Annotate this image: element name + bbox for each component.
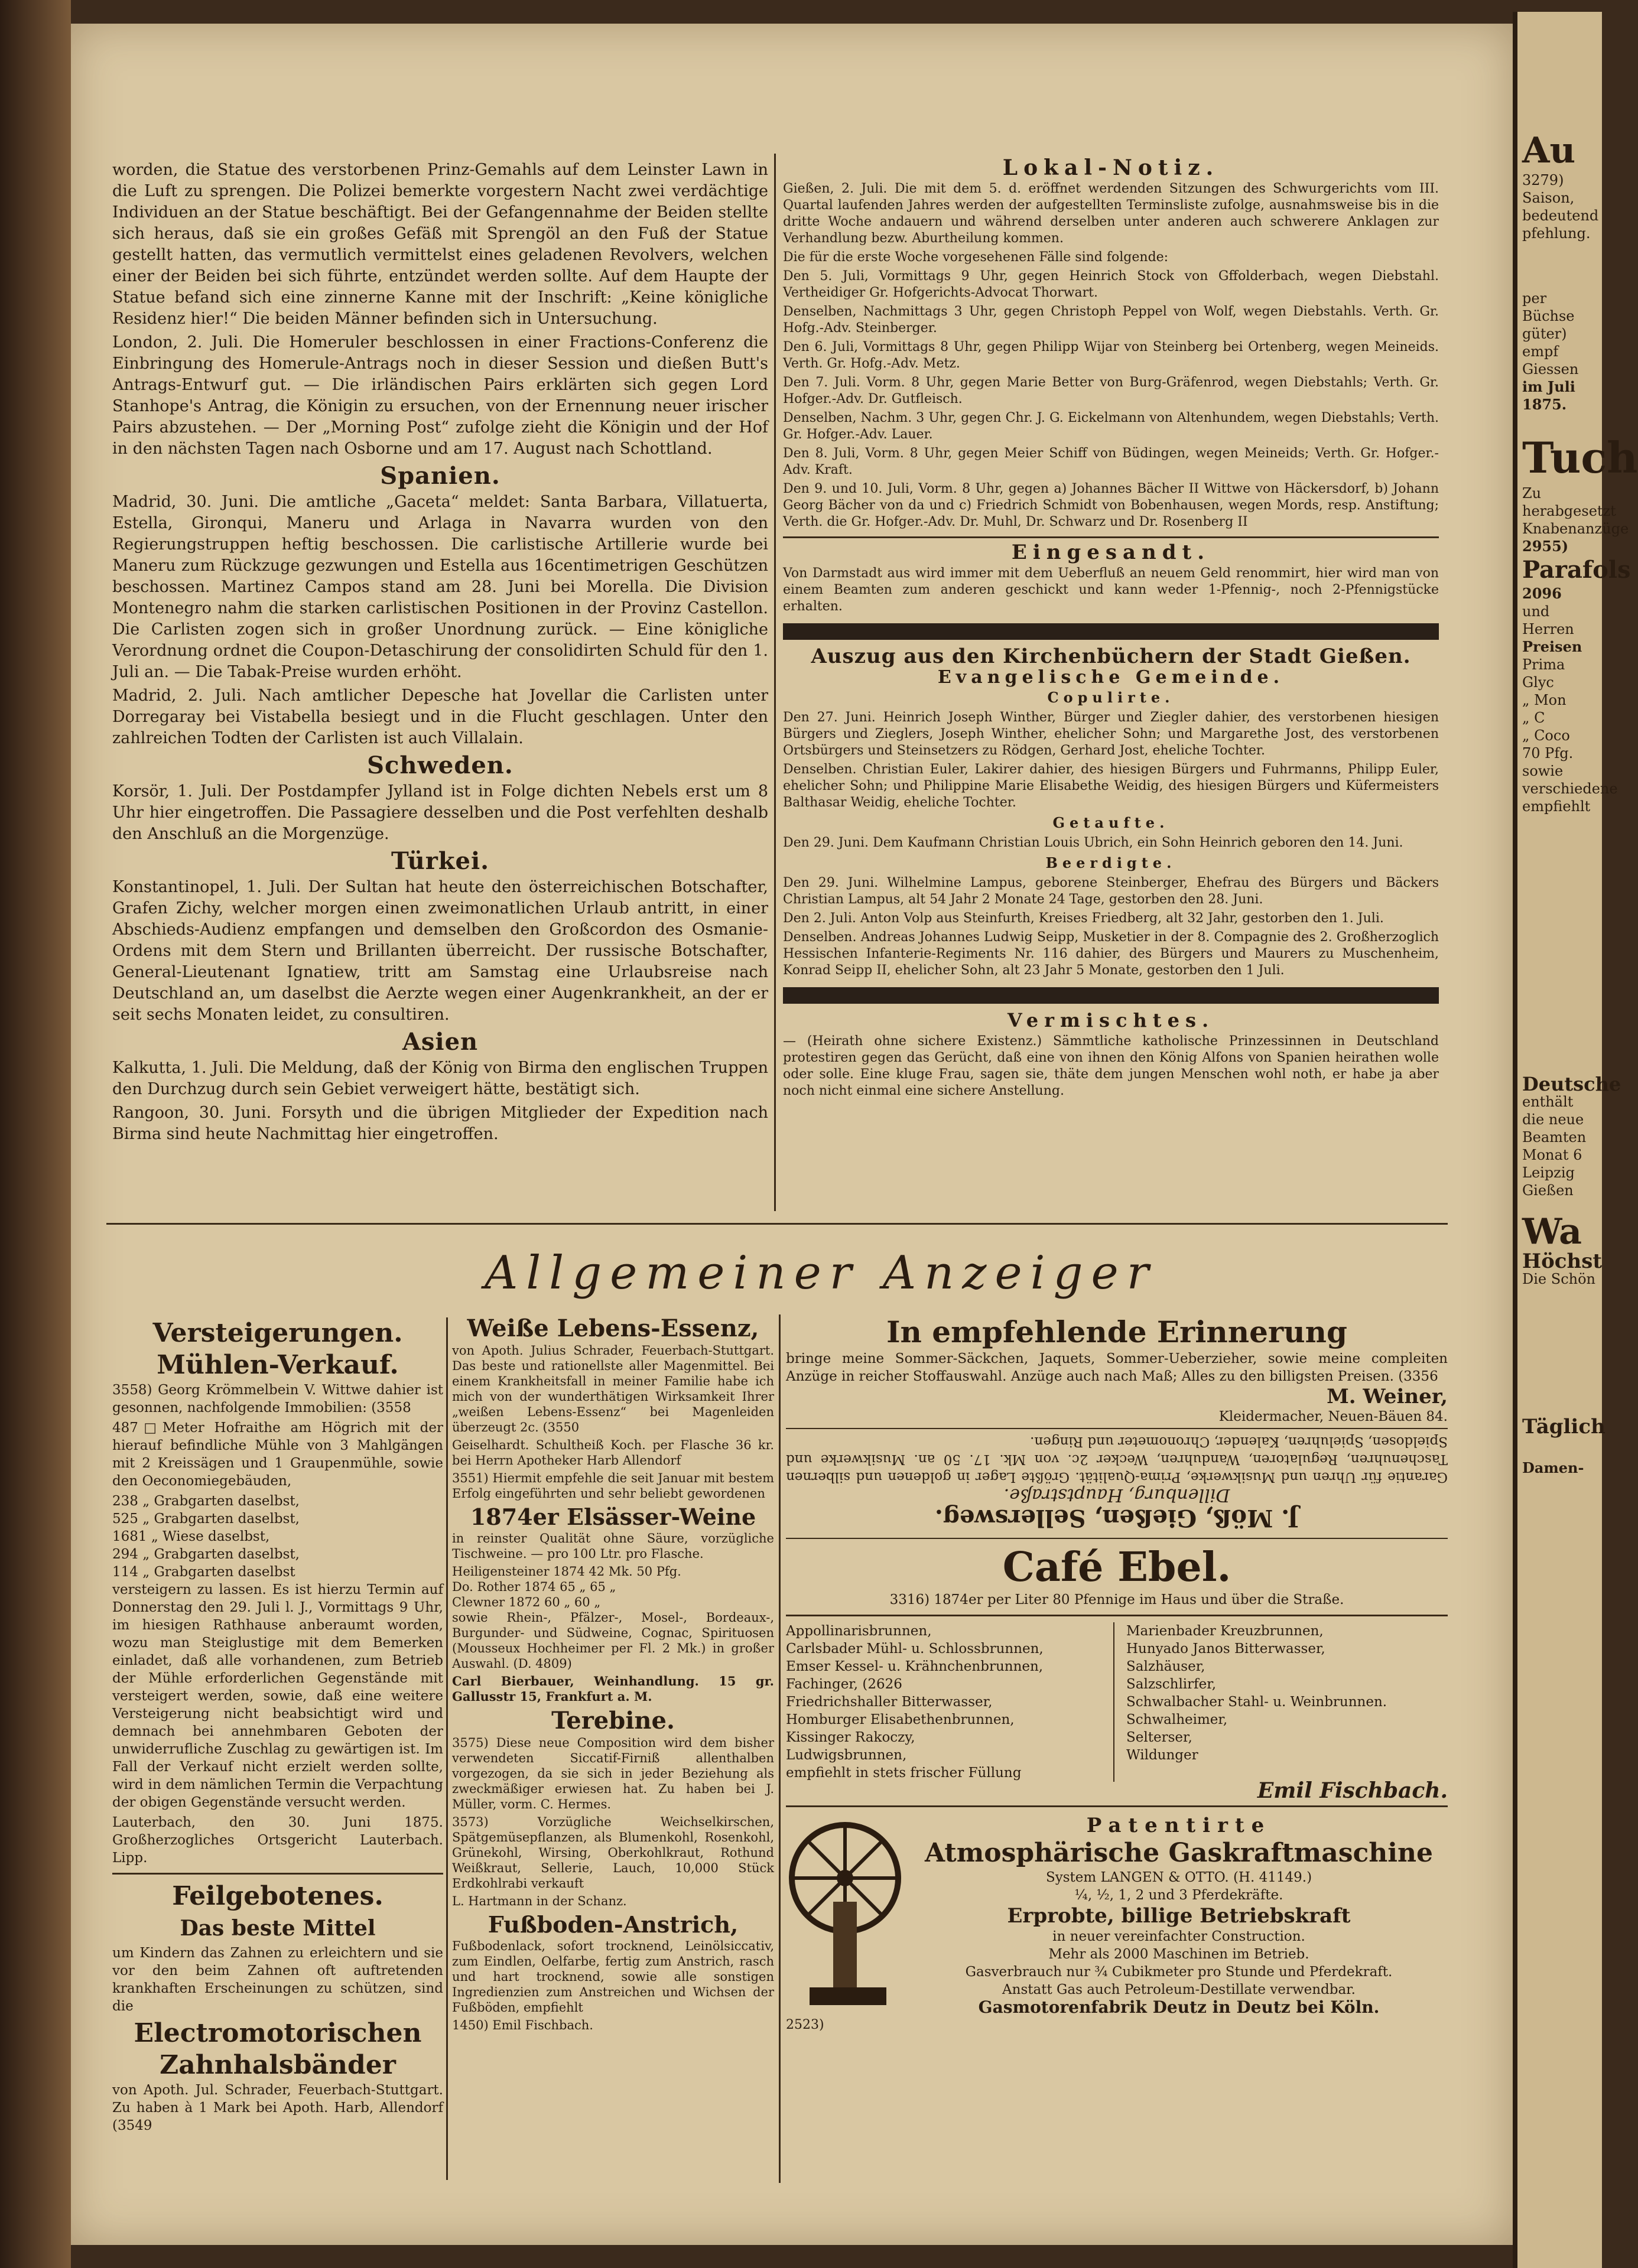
ad-text: Mehr als 2000 Maschinen im Betrieb.: [1048, 1947, 1309, 1962]
section-heading: Vermischtes.: [1007, 1009, 1215, 1031]
list-item: Schwalheimer,: [1126, 1712, 1228, 1727]
list-item: 525 „ Grabgarten daselbst,: [112, 1511, 300, 1527]
fragment: Leipzig: [1522, 1164, 1575, 1181]
ad-heading: Feilgebotenes.: [172, 1881, 384, 1911]
fragment: Giessen: [1522, 361, 1579, 378]
ad-heading: Das beste Mittel: [180, 1916, 376, 1941]
ad-heading: Erprobte, billige Betriebskraft: [1007, 1904, 1351, 1928]
list-item: 294 „ Grabgarten daselbst,: [112, 1547, 300, 1562]
section-heading: Türkei.: [391, 847, 490, 875]
ad-column-1: [112, 1317, 443, 2137]
ad-heading: Electromotorischen Zahnhalsbänder: [134, 2018, 422, 2080]
news-paragraph: Gießen, 2. Juli. Die mit dem 5. d. eröffnet werdenden Sitzungen des Schwurgerichts vom III. Quartal laufenden Jahres werden der aufgestellten Terminsliste zufolge, ausnahmsweise bis in die dritte Woche andauern und während derselben unter anderen auch schwerere Anklagen zur Verhandlung bezw. Aburtheilung kommen.: [783, 181, 1439, 246]
news-column-left: [112, 160, 768, 1147]
section-heading: Auszug aus den Kirchenbüchern der Stadt Gießen.: [811, 645, 1411, 668]
fragment: und Herren: [1522, 603, 1574, 637]
ad-text: ¼, ½, 1, 2 und 3 Pferdekräfte.: [1074, 1888, 1283, 1903]
ad-heading: Dillenburg, Hauptstraße.: [1003, 1485, 1230, 1505]
list-item: Den 9. und 10. Juli, Vorm. 8 Uhr, gegen a) Johannes Bächer II Wittwe von Häckersdorf, b) Johann Georg Bächer von da und c) Friedrich Schmidt von Bobenhausen, wegen Mords, resp. Anstiftung; Verth. die Gr. Hofger.-Adv. Dr. Muhl, Dr. Schwarz und Dr. Rosenberg II: [783, 481, 1439, 529]
fragment: 3279): [1522, 172, 1564, 188]
news-paragraph: Von Darmstadt aus wird immer mit dem Ueberfluß an neuem Geld renommirt, hier wird man von einem Beamten zum anderen geschickt und kann weder 1-Pfennig-, noch 2-Pfennigstücke erhalten.: [783, 566, 1439, 614]
list-item: Clewner 1872 60 „ 60 „: [452, 1595, 601, 1609]
fragment: Höchst: [1522, 1249, 1603, 1273]
list-item: Denselben. Christian Euler, Lakirer dahier, des hiesigen Bürgers und Fuhrmanns, Philipp Euler, ehelicher Sohn; und Philippine Marie Elisabethe Weidig, des hiesigen Bürgers und Küfermeisters Balthasar Weidig, eheliche Tochter.: [783, 762, 1439, 810]
fragment: „ C: [1522, 710, 1545, 726]
sub-heading: Copulirte.: [1047, 689, 1175, 706]
news-paragraph: Rangoon, 30. Juni. Forsyth und die übrigen Mitglieder der Expedition nach Birma sind heute Nachmittag hier eingetroffen.: [112, 1104, 768, 1143]
list-item: Die für die erste Woche vorgesehenen Fälle sind folgende:: [783, 250, 1169, 265]
fragment: Damen-: [1522, 1459, 1584, 1476]
adjacent-page-text: [1517, 12, 1638, 1479]
list-item: Carlsbader Mühl- u. Schlossbrunnen,: [786, 1641, 1044, 1657]
fragment: enthält die neue: [1522, 1094, 1584, 1128]
ad-number: 2523): [786, 2018, 824, 2032]
ad-text: bringe meine Sommer-Säckchen, Jaquets, Sommer-Ueberzieher, sowie meine compleiten Anzüge in reicher Stoffauswahl. Anzüge auch nach Maß; Alles zu den billigsten Preisen. (3356: [786, 1351, 1448, 1384]
ad-heading: Terebine.: [551, 1707, 675, 1735]
list-item: Emser Kessel- u. Krähnchenbrunnen,: [786, 1659, 1044, 1674]
list-item: Selterser,: [1126, 1730, 1192, 1745]
adjacent-page-strip: [1513, 12, 1638, 2268]
fragment: bedeutend: [1522, 207, 1599, 224]
fragment: Parafols: [1522, 556, 1631, 584]
divider: [786, 1615, 1448, 1616]
ad-signature: L. Hartmann in der Schanz.: [452, 1894, 627, 1908]
ad-text: von Apoth. Julius Schrader, Feuerbach-Stuttgart. Das beste und rationellste aller Magenmittel. Bei einem Krankheitsfall in meiner Familie habe ich mich von der wunderthätigen Wirksamkeit Ihrer „weißen Lebens-Essenz“ bei Magenleiden überzeugt 2c. (3550: [452, 1343, 774, 1434]
ad-text: 3573) Vorzügliche Weichselkirschen, Spätgemüsepflanzen, als Blumenkohl, Rosenkohl, Grünekohl, Wirsing, Oberkohlkraut, Rothund Weißkraut, Sellerie, Lauch, 10,000 Stück Erdkohlrabi verkauft: [452, 1815, 774, 1890]
section-heading: Spanien.: [380, 462, 500, 490]
ad-text: versteigern zu lassen. Es ist hierzu Termin auf Donnerstag den 29. Juli l. J., Vormittags 9 Uhr, im hiesigen Rathhause anberaumt worden, wozu man Steiglustige mit dem Bemerken einladet, daß alle vorhandenen, zum Betrieb der Mühle erforderlichen Gegenstände mit versteigert werden, sowie, daß eine weitere Versteigerung nicht beabsichtigt wird und demnach bei annehmbaren Geboten der unwiderrufliche Zuschlag zu gewärtigen ist. Im Fall der Verkauf nicht erzielt werden sollte, wird in dem nämlichen Termin die Verpachtung der obigen Gegenstände versucht werden.: [112, 1582, 443, 1810]
ad-heading: Patentirte: [1086, 1814, 1272, 1837]
ad-text: 3551) Hiermit empfehle die seit Januar mit bestem Erfolg eingeführten und sehr beliebt gewordenen: [452, 1471, 774, 1501]
section-heading: Asien: [402, 1028, 479, 1056]
sub-heading: Evangelische Gemeinde.: [937, 667, 1285, 688]
divider-bar: [783, 987, 1439, 1004]
ad-text: Gasverbrauch nur ¾ Cubikmeter pro Stunde und Pferdekraft.: [965, 1964, 1393, 1980]
ad-signature: Emil Fischbach.: [1257, 1778, 1448, 1803]
ad-signature: Gasmotorenfabrik Deutz in Deutz bei Köln.: [978, 1997, 1380, 2017]
gas-engine-ad: [786, 1813, 1448, 2016]
news-column-right: [783, 154, 1439, 1102]
fragment: im Juli 1875.: [1522, 378, 1575, 413]
section-divider: [106, 1223, 1448, 1225]
list-item: Den 2. Juli. Anton Volp aus Steinfurth, Kreises Friedberg, alt 32 Jahr, gestorben den 1. Juli.: [783, 911, 1384, 926]
fragment: sowie verschiedene: [1522, 763, 1618, 797]
gas-engine-illustration: [786, 1813, 910, 2014]
news-paragraph: Konstantinopel, 1. Juli. Der Sultan hat heute den österreichischen Botschafter, Grafen Zichy, welcher morgen einen zweimonatlichen Urlaub antritt, in einer Abschieds-Audienz empfangen und demselben den Großcordon des Osmanie-Ordens mit dem Stern und Brillanten überreicht. Der russische Botschafter, General-Lieutenant Ignatiew, tritt am Samstag eine Urlaubsreise nach Deutschland an, um daselbst die Aerzte wegen einer Augenkrankheit, an der er seit sechs Monaten leidet, zu consultiren.: [112, 878, 768, 1024]
mineral-water-list: [786, 1622, 1448, 1782]
ad-heading: Mühlen-Verkauf.: [157, 1350, 399, 1380]
fragment: Monat 6: [1522, 1147, 1582, 1163]
list-item: Denselben, Nachm. 3 Uhr, gegen Chr. J. G. Eickelmann von Altenhundem, wegen Diebstahls; Verth. Gr. Hofger.-Adv. Lauer.: [783, 411, 1439, 442]
fragment: pfehlung.: [1522, 225, 1591, 242]
ad-heading: Café Ebel.: [1002, 1544, 1231, 1591]
book-binding-left: [0, 0, 71, 2268]
ad-text: System LANGEN & OTTO.: [1045, 1870, 1229, 1885]
fragment: Täglich: [1522, 1415, 1606, 1439]
fragment: Die Schön: [1522, 1271, 1595, 1287]
section-heading: Lokal-Notiz.: [1002, 155, 1220, 180]
fragment: Zu herabgesetzt: [1522, 485, 1616, 519]
ad-text: 487□Meter Hofraithe am Högrich mit der hierauf befindliche Mühle von 3 Mahlgängen mit 2 Kreissägen und 1 Graupenmühle, sowie den Oeconomiegebäuden,: [112, 1420, 443, 1489]
news-paragraph: Madrid, 30. Juni. Die amtliche „Gaceta“ meldet: Santa Barbara, Villatuerta, Estella, Gironqui, Maneru und Arlaga in Navarra wurden von den Regierungstruppen heftig beschossen. Die carlistische Artillerie wurde bei Maneru zum Rückzuge gezwungen und Estella aus 16centimetrigen Geschützen beschossen. Martinez Campos stand am 28. Juni bei Morella. Die Division Montenegro nahm die starken carlistischen Positionen in der Provinz Castellon. Die Carlisten zogen sich in großer Unordnung zurück. — Eine königliche Verordnung ordnet die Coupon-Detaschirung der consolidirten Schuld für den 1. Juli an. — Die Tabak-Preise wurden erhöht.: [112, 493, 768, 681]
list-item: Homburger Elisabethenbrunnen,: [786, 1712, 1015, 1727]
ad-heading: Versteigerungen.: [152, 1318, 403, 1348]
column-divider: [774, 154, 776, 1211]
fragment: empfiehlt: [1522, 798, 1591, 815]
ad-signature: 1450) Emil Fischbach.: [452, 2018, 593, 2032]
list-item: Friedrichshaller Bitterwasser,: [786, 1694, 993, 1710]
mineral-water-column: [1126, 1622, 1448, 1782]
fragment: 2955): [1522, 538, 1569, 555]
fragment: „ Coco: [1522, 727, 1570, 744]
column-divider: [446, 1317, 448, 2180]
ad-heading: In empfehlende Erinnerung: [886, 1314, 1347, 1349]
ad-text: Geiselhardt. Schultheiß Koch. per Flasche 36 kr. bei Herrn Apotheker Harb Allendorf: [452, 1438, 774, 1467]
ad-text: von Apoth. Jul. Schrader, Feuerbach-Stuttgart. Zu haben à 1 Mark bei Apoth. Harb, Allendorf (3549: [112, 2082, 443, 2133]
fragment: Gießen: [1522, 1182, 1574, 1199]
ad-signature: Carl Bierbauer, Weinhandlung. 15 gr. Gallusstr 15, Frankfurt a. M.: [452, 1674, 774, 1704]
list-item: Wildunger: [1126, 1748, 1198, 1763]
fragment: Tuch: [1522, 432, 1638, 483]
divider: [783, 536, 1439, 538]
news-paragraph: Kalkutta, 1. Juli. Die Meldung, daß der König von Birma den englischen Truppen den Durchzug durch sein Gebiet verweigert hätte, bestätigt sich.: [112, 1059, 768, 1098]
list-item: Do. Rother 1874 65 „ 65 „: [452, 1580, 616, 1594]
inverted-ad: [786, 1428, 1448, 1539]
gas-engine-icon: [786, 1813, 910, 2014]
list-item: Den 29. Juni. Dem Kaufmann Christian Louis Ubrich, ein Sohn Heinrich geboren den 14. Juni.: [783, 835, 1403, 850]
fragment: güter) empf: [1522, 326, 1567, 360]
fragment: Beamten: [1522, 1129, 1587, 1146]
list-item: Den 6. Juli, Vormittags 8 Uhr, gegen Philipp Wijar von Steinberg bei Ortenberg, wegen Meineids. Verth. Gr. Hofg.-Adv. Metz.: [783, 340, 1439, 371]
list-item: Fachinger, (2626: [786, 1677, 902, 1692]
divider: [112, 1873, 443, 1875]
list-item: 114 „ Grabgarten daselbst: [112, 1564, 295, 1580]
news-paragraph: worden, die Statue des verstorbenen Prinz-Gemahls auf dem Leinster Lawn in die Luft zu sprengen. Die Polizei bemerkte vorgestern Nacht zwei verdächtige Individuen an der Statue beschäftigt. Bei der Gefangennahme der Beiden stellte sich heraus, daß sie ein großes Gefäß mit Sprengöl an den Fuß der Statue gestellt hatten, das vermutlich vermittelst eines geladenen Revolvers, welchen einer der Beiden bei sich führte, entzündet werden sollte. Auf dem Haupte der Statue befand sich eine zinnerne Kanne mit der Inschrift: „Keine königliche Residenz hier!“ Die beiden Männer befinden sich in Untersuchung.: [112, 161, 768, 328]
list-item: Den 5. Juli, Vormittags 9 Uhr, gegen Heinrich Stock von Gffolderbach, wegen Diebstahl. Vertheidiger Gr. Hofgerichts-Advocat Thorwart.: [783, 269, 1439, 300]
list-item: 238 „ Grabgarten daselbst,: [112, 1493, 300, 1509]
ad-text: 3316) 1874er per Liter 80 Pfennige im Haus und über die Straße.: [889, 1592, 1344, 1608]
ad-text: Anstatt Gas auch Petroleum-Destillate verwendbar.: [1002, 1982, 1356, 1997]
list-item: Den 29. Juni. Wilhelmine Lampus, geborene Steinberger, Ehefrau des Bürgers und Bäckers Christian Lampus, alt 54 Jahr 2 Monate 24 Tage, gestorben den 28. Juni.: [783, 876, 1439, 907]
list-item: Denselben. Andreas Johannes Ludwig Seipp, Musketier in der 8. Compagnie des 2. Großherzoglich Hessischen Infanterie-Regiments Nr. 116 dahier, des Bürgers und Maurers zu Muschenheim, Konrad Seipp II, ehelicher Sohn, alt 23 Jahr 5 Monate, gestorben den 1 Juli.: [783, 930, 1439, 978]
gas-engine-text: [910, 1813, 1448, 2016]
ad-text: in reinster Qualität ohne Säure, vorzügliche Tischweine. — pro 100 Ltr. pro Flasche.: [452, 1531, 774, 1561]
ad-text: Garantie für Uhren und Musikwerke, Prima-Qualität. Größte Lager in goldenen und silbernen Taschenuhren, Regulatoren, Wanduhren, Wecker 2c. von Mk. 17. 50 an. Musikwerke und Spieldosen, Spieluhren, Kalender, Chronometer und Ringen.: [786, 1434, 1448, 1485]
fragment: per Büchse: [1522, 290, 1575, 324]
list-item: Den 27. Juni. Heinrich Joseph Winther, Bürger und Ziegler dahier, des verstorbenen hiesigen Bürgers und Zieglers, Joseph Winther, ehelicher Sohn; und Margarethe Jost, des verstorbenen Ortsbürgers und Steinsetzers zu Rödgen, Gerhard Jost, eheliche Tochter.: [783, 710, 1439, 758]
section-heading: Schweden.: [367, 751, 514, 779]
list-item: Heiligensteiner 1874 42 Mk. 50 Pfg.: [452, 1564, 681, 1579]
fragment: Deutsche: [1522, 1073, 1621, 1095]
list-item: Salzhäuser,: [1126, 1659, 1205, 1674]
ad-heading: Weiße Lebens-Essenz,: [467, 1314, 759, 1342]
inverted-ad-content: [786, 1433, 1448, 1532]
ad-text: in neuer vereinfachter Construction.: [1052, 1929, 1305, 1944]
list-item: Salzschlirfer,: [1126, 1677, 1217, 1692]
column-divider: [779, 1314, 781, 2183]
ad-text: sowie Rhein-, Pfälzer-, Mosel-, Bordeaux-, Burgunder- und Südweine, Cognac, Spirituosen (Mousseux Hochheimer per Fl. 2 Mk.) in großer Auswahl. (D. 4809): [452, 1610, 774, 1671]
list-item: Schwalbacher Stahl- u. Weinbrunnen.: [1126, 1694, 1387, 1710]
ad-column-2: [452, 1314, 774, 2035]
list-item: Den 8. Juli, Vorm. 8 Uhr, gegen Meier Schiff von Büdingen, wegen Meineids; Verth. Gr. Hofger.-Adv. Kraft.: [783, 446, 1439, 477]
ad-signature: Lauterbach, den 30. Juni 1875. Großherzogliches Ortsgericht Lauterbach. Lipp.: [112, 1815, 443, 1866]
ad-heading: Fußboden-Anstrich,: [488, 1911, 739, 1938]
ad-heading: 1874er Elsässer-Weine: [470, 1504, 756, 1530]
ad-signature: M. Weiner,: [1327, 1385, 1448, 1408]
list-item: Appollinarisbrunnen,: [786, 1623, 932, 1639]
sub-heading: Getaufte.: [1052, 814, 1169, 831]
list-item: Kissinger Rakoczy,: [786, 1730, 915, 1745]
ad-text: um Kindern das Zahnen zu erleichtern und sie vor den beim Zahnen oft auftretenden krankhaften Erscheinungen zu schützen, sind die: [112, 1945, 443, 2014]
fragment: Preisen: [1522, 638, 1582, 655]
fragment: Wa: [1522, 1211, 1582, 1252]
sub-heading: Beerdigte.: [1045, 854, 1176, 871]
ad-heading: Atmosphärische Gaskraftmaschine: [925, 1838, 1433, 1868]
list-item: Hunyado Janos Bitterwasser,: [1126, 1641, 1325, 1657]
ad-text: 3575) Diese neue Composition wird dem bisher verwendeten Siccatif-Firniß allenthalben vorgezogen, da sie sich in jeder Beziehung als zweckmäßiger erwiesen hat. Zu haben bei J. Müller, vorm. C. Hermes.: [452, 1736, 774, 1811]
list-item: Den 7. Juli. Vorm. 8 Uhr, gegen Marie Better von Burg-Gräfenrod, wegen Diebstahls; Verth. Gr. Hofger.-Adv. Dr. Gutfleisch.: [783, 375, 1439, 406]
fragment: Au: [1522, 130, 1576, 171]
news-paragraph: London, 2. Juli. Die Homeruler beschlossen in einer Fractions-Conferenz die Einbringung des Homerule-Antrags noch in dieser Session und dießen Butt's Antrags-Entwurf gut. — Die irländischen Pairs erklärten sich gegen Lord Stanhope's Antrag, die Königin zu ersuchen, von der Ernennung neuer irischer Pairs abzustehen. — Der „Morning Post“ zufolge zieht die Königin und der Hof in den nächsten Tagen nach Osborne und am 17. August nach Schottland.: [112, 333, 768, 458]
fragment: Knabenanzüge: [1522, 520, 1629, 537]
ad-text: Fußbodenlack, sofort trocknend, Leinölsiccativ, zum Eindlen, Oelfarbe, fertig zum Anstrich, rasch und hart trocknend, sowie alle sonstigen Ingredienzien zum Anstreichen und Wichsen der Fußböden, empfiehlt: [452, 1939, 774, 2015]
divider: [786, 1805, 1448, 1807]
ad-signature: Kleidermacher, Neuen-Bäuen 84.: [1218, 1409, 1448, 1424]
anzeiger-title: Allgemeiner Anzeiger: [485, 1247, 1157, 1300]
fragment: Prima Glyc: [1522, 656, 1565, 691]
ad-heading: J. Möß, Gießen, Sellersweg.: [935, 1504, 1299, 1532]
news-paragraph: Madrid, 2. Juli. Nach amtlicher Depesche hat Jovellar die Carlisten unter Dorregaray bei Vistabella besiegt und in die Flucht geschlagen. Unter den zahlreichen Todten der Carlisten ist auch Villalain.: [112, 686, 768, 747]
ad-text: (H. 41149.): [1233, 1870, 1312, 1885]
news-paragraph: — (Heirath ohne sichere Existenz.) Sämmtliche katholische Prinzessinnen in Deutschland protestiren gegen das Gerücht, daß eine von ihnen den König Alfons von Spanien heirathen wolle oder solle. Eine kluge Frau, sagen sie, thäte dem jungen Menschen wohl noth, er habe ja aber noch nicht einmal eine sichere Anstellung.: [783, 1034, 1439, 1098]
news-paragraph: Korsör, 1. Juli. Der Postdampfer Jylland ist in Folge dichten Nebels erst um 8 Uhr hier eingetroffen. Die Passagiere desselben und die Post verfehlten deshalb den Anschluß an die Morgenzüge.: [112, 782, 768, 843]
list-item: empfiehlt in stets frischer Füllung: [786, 1765, 1022, 1781]
ad-text: 3558) Georg Krömmelbein V. Wittwe dahier ist gesonnen, nachfolgende Immobilien: (3558: [112, 1382, 443, 1416]
ad-text: [910, 1869, 1448, 1886]
list-item: 1681 „ Wiese daselbst,: [112, 1529, 270, 1544]
mineral-water-column: [786, 1622, 1114, 1782]
fragment: 2096: [1522, 585, 1562, 602]
ad-column-3: [786, 1314, 1448, 2034]
list-item: Ludwigsbrunnen,: [786, 1748, 907, 1763]
list-item: Marienbader Kreuzbrunnen,: [1126, 1623, 1324, 1639]
fragment: 70 Pfg.: [1522, 745, 1574, 762]
section-heading: Eingesandt.: [1011, 541, 1211, 564]
list-item: Denselben, Nachmittags 3 Uhr, gegen Christoph Peppel von Wolf, wegen Diebstahls. Verth. Gr. Hofg.-Adv. Steinberger.: [783, 304, 1439, 336]
divider-bar: [783, 623, 1439, 640]
fragment: „ Mon: [1522, 692, 1566, 708]
fragment: Saison,: [1522, 190, 1575, 206]
